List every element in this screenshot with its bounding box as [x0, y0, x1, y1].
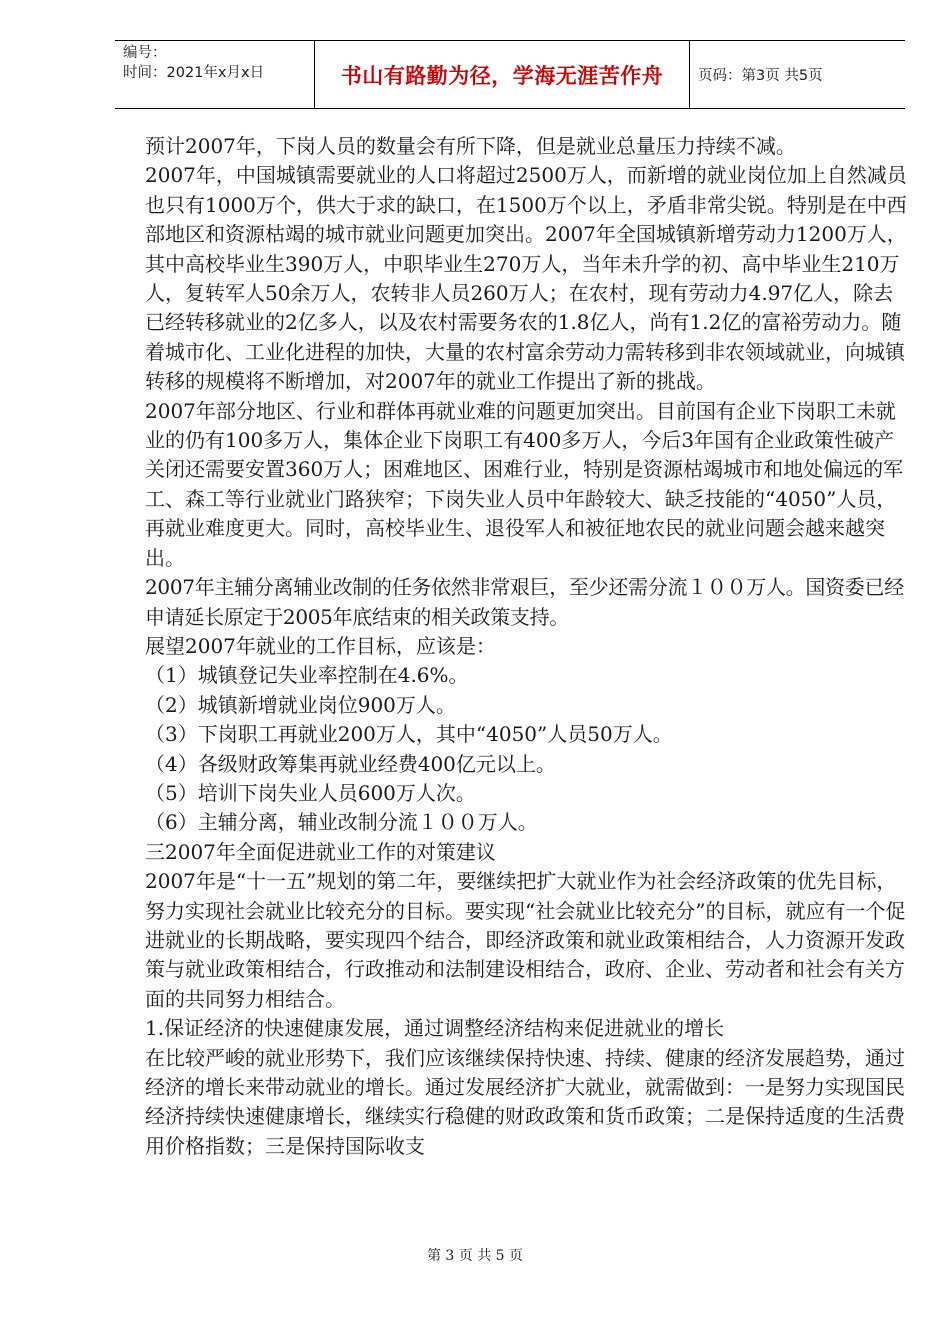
document-time: 时间：2021年x月x日 [123, 65, 265, 81]
page-footer: 第 3 页 共 5 页 [426, 1248, 524, 1264]
header-motto: 书山有路勤为径，学海无涯苦作舟 [315, 41, 690, 108]
list-item: （3）下岗职工再就业200万人，其中“4050”人员50万人。 [145, 722, 673, 747]
list-item: （5）培训下岗失业人员600万人次。 [145, 780, 476, 805]
document-body [145, 132, 910, 1161]
paragraph: 2007年是“十一五”规划的第二年，要继续把扩大就业作为社会经济政策的优先目标，努力实现社会就业比较充分的目标。要实现“社会就业比较充分”的目标，就应有一个促进就业的长期战略，要实现四个结合，即经济政策和就业政策相结合，人力资源开发政策与就业政策相结合，行政推动和法制建设相结合，政府、企业、劳动者和社会有关方面的共同努力相结合。 [145, 869, 906, 1011]
list-item: （4）各级财政筹集再就业经费400亿元以上。 [145, 751, 556, 776]
list-item: （2）城镇新增就业岗位900万人。 [145, 692, 456, 717]
paragraph: 2007年，中国城镇需要就业的人口将超过2500万人，而新增的就业岗位加上自然减员也只有1000万个，供大于求的缺口，在1500万个以上，矛盾非常尖锐。特别是在中西部地区和资源枯竭的城市就业问题更加突出。2007年全国城镇新增劳动力1200万人，其中高校毕业生390万人，中职毕业生270万人，当年未升学的初、高中毕业生210万人，复转军人50余万人，农转非人员260万人；在农村，现有劳动力4.97亿人，除去已经转移就业的2亿多人，以及农村需要务农的1.8亿人，尚有1.2亿的富裕劳动力。随着城市化、工业化进程的加快，大量的农村富余劳动力需转移到非农领域就业，向城镇转移的规模将不断增加，对2007年的就业工作提出了新的挑战。 [145, 163, 907, 394]
paragraph: 2007年部分地区、行业和群体再就业难的问题更加突出。目前国有企业下岗职工未就业的仍有100多万人，集体企业下岗职工有400多万人，今后3年国有企业政策性破产关闭还需要安置360万人；困难地区、困难行业，特别是资源枯竭城市和地处偏远的军工、森工等行业就业门路狭窄；下岗失业人员中年龄较大、缺乏技能的“4050”人员，再就业难度更大。同时，高校毕业生、退役军人和被征地农民的就业问题会越来越突出。 [145, 398, 904, 570]
header-page-info: 页码：第3页 共5页 [698, 68, 823, 84]
header-meta [115, 41, 315, 108]
document-number-label: 编号： [123, 45, 167, 61]
paragraph: 预计2007年，下岗人员的数量会有所下降，但是就业总量压力持续不减。 [145, 134, 796, 158]
section-heading: 三2007年全面促进就业工作的对策建议 [145, 839, 496, 864]
list-item: （1）城镇登记失业率控制在4.6%。 [145, 663, 469, 688]
paragraph: 2007年主辅分离辅业改制的任务依然非常艰巨，至少还需分流１００万人。国资委已经申请延长原定于2005年底结束的相关政策支持。 [145, 575, 904, 629]
paragraph: 展望2007年就业的工作目标，应该是： [145, 633, 496, 658]
page-header [115, 40, 905, 109]
paragraph: 在比较严峻的就业形势下，我们应该继续保持快速、持续、健康的经济发展趋势，通过经济的增长来带动就业的增长。通过发展经济扩大就业，就需做到：一是努力实现国民经济持续快速健康增长，继续实行稳健的财政政策和货币政策；二是保持适度的生活费用价格指数；三是保持国际收支 [145, 1045, 905, 1158]
list-item: （6）主辅分离，辅业改制分流１００万人。 [145, 810, 538, 835]
subsection-heading: 1.保证经济的快速健康发展，通过调整经济结构来促进就业的增长 [145, 1016, 725, 1041]
